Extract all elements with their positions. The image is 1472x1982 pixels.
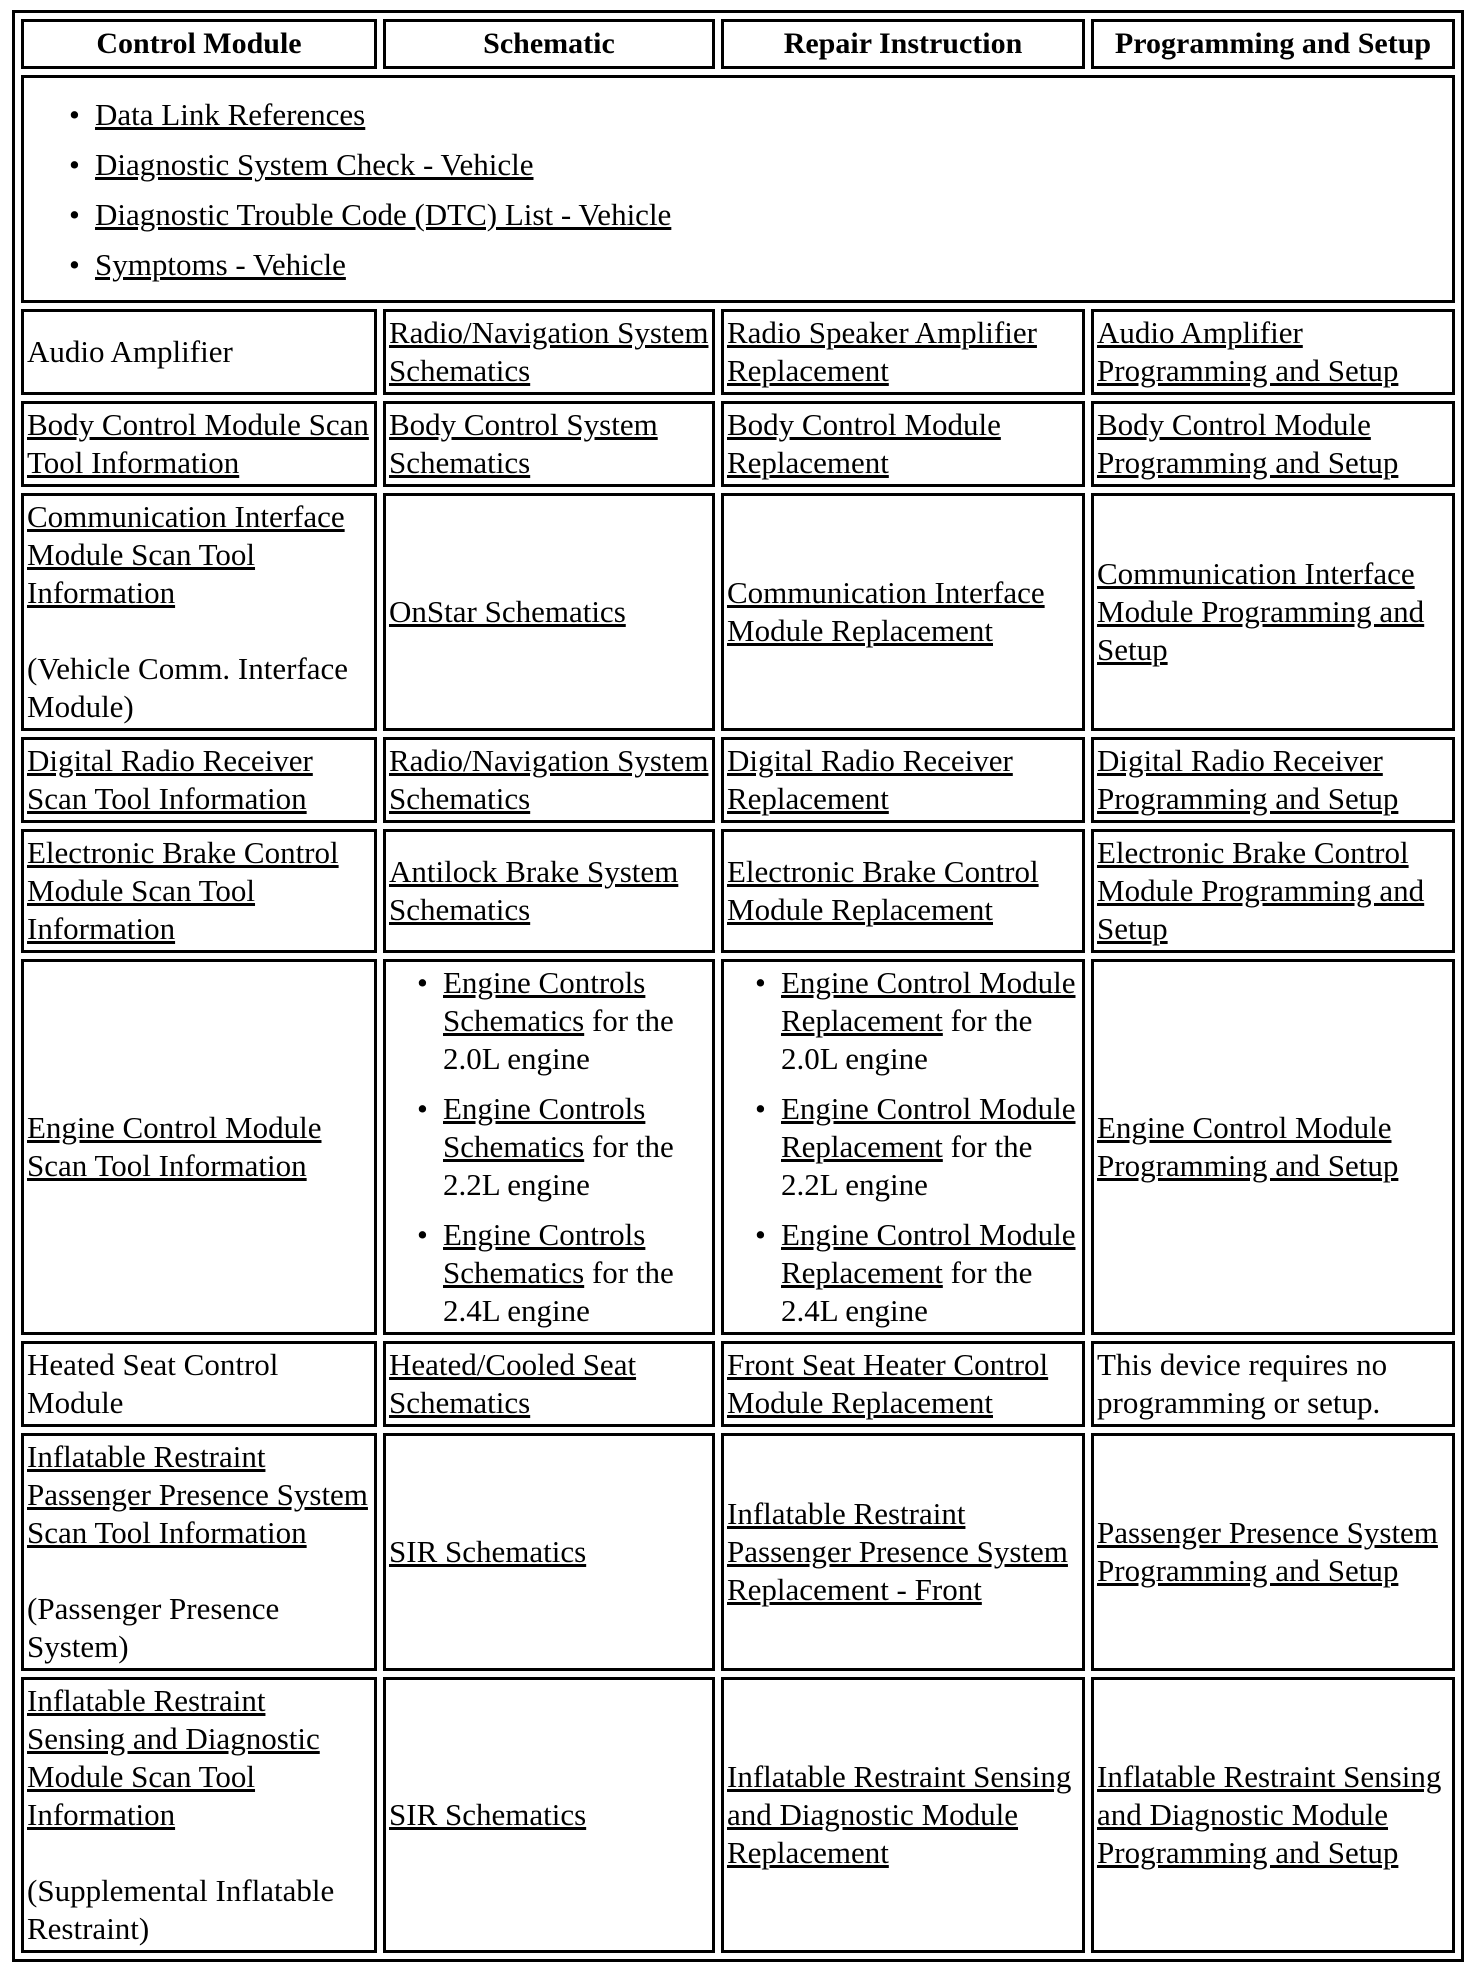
repair-link[interactable]: Communication Interface Module Replacement [727,575,1045,648]
symptoms-link[interactable]: Symptoms - Vehicle [95,247,346,282]
programming-link[interactable]: Passenger Presence System Programming and Setup [1097,1515,1438,1588]
list-item [95,90,1449,140]
module-cell: Heated Seat Control Module [21,1341,377,1427]
references-list [27,90,1449,290]
module-link[interactable]: Digital Radio Receiver Scan Tool Information [27,743,313,816]
module-cell [21,959,377,1335]
list-item [95,240,1449,290]
module-cell [21,1677,377,1953]
repair-link[interactable]: Inflatable Restraint Sensing and Diagnostic Module Replacement [727,1759,1072,1870]
programming-cell [1091,1677,1455,1953]
repair-cell [721,1341,1085,1427]
table-row [21,309,1455,395]
repair-link[interactable]: Inflatable Restraint Passenger Presence System Replacement - Front [727,1496,1068,1607]
diagnostic-system-check-link[interactable]: Diagnostic System Check - Vehicle [95,147,534,182]
repair-cell [721,1677,1085,1953]
table-row [21,1677,1455,1953]
table-row [21,493,1455,731]
repair-cell [721,493,1085,731]
table-row [21,1433,1455,1671]
module-link[interactable]: Inflatable Restraint Passenger Presence System Scan Tool Information [27,1439,368,1550]
list-item [443,964,709,1078]
programming-cell [1091,959,1455,1335]
engine-label: for the 2.2L engine [781,1129,1033,1202]
header-programming-setup: Programming and Setup [1091,19,1455,69]
engine-label: for the 2.0L engine [781,1003,1033,1076]
module-cell [21,829,377,953]
programming-link[interactable]: Engine Control Module Programming and Setup [1097,1110,1399,1183]
programming-cell [1091,493,1455,731]
engine-label: for the 2.0L engine [443,1003,674,1076]
module-link[interactable]: Engine Control Module Scan Tool Information [27,1110,322,1183]
module-link[interactable]: Body Control Module Scan Tool Information [27,407,369,480]
dtc-list-link[interactable]: Diagnostic Trouble Code (DTC) List - Vehicle [95,197,672,232]
module-link[interactable]: Electronic Brake Control Module Scan Tool Information [27,835,339,946]
header-repair-instruction: Repair Instruction [721,19,1085,69]
programming-cell [1091,737,1455,823]
repair-cell [721,401,1085,487]
programming-cell [1091,309,1455,395]
engine-label: for the 2.2L engine [443,1129,674,1202]
repair-cell [721,959,1085,1335]
list-item [95,140,1449,190]
repair-cell [721,829,1085,953]
schematic-link[interactable]: SIR Schematics [389,1534,587,1569]
schematic-link[interactable]: SIR Schematics [389,1797,587,1832]
list-item [95,190,1449,240]
schematic-cell [383,401,715,487]
control-module-table [12,10,1464,1962]
schematic-link[interactable]: Engine Controls Schematics [443,965,646,1038]
schematic-cell [383,1677,715,1953]
schematic-cell [383,829,715,953]
programming-cell: This device requires no programming or setup. [1091,1341,1455,1427]
programming-link[interactable]: Digital Radio Receiver Programming and Setup [1097,743,1399,816]
list-item [443,1090,709,1204]
table-row [21,1341,1455,1427]
repair-link[interactable]: Engine Control Module Replacement [781,1217,1076,1290]
module-note: (Passenger Presence System) [27,1591,280,1664]
repair-cell [721,309,1085,395]
engine-label: for the 2.4L engine [443,1255,674,1328]
repair-cell [721,737,1085,823]
repair-link[interactable]: Engine Control Module Replacement [781,965,1076,1038]
references-row [21,75,1455,303]
programming-cell [1091,1433,1455,1671]
programming-link[interactable]: Communication Interface Module Programming and Setup [1097,556,1425,667]
header-schematic: Schematic [383,19,715,69]
module-cell [21,737,377,823]
schematic-link[interactable]: Body Control System Schematics [389,407,658,480]
module-note: (Supplemental Inflatable Restraint) [27,1873,335,1946]
repair-link[interactable]: Front Seat Heater Control Module Replacement [727,1347,1049,1420]
programming-cell [1091,401,1455,487]
module-note: (Vehicle Comm. Interface Module) [27,651,349,724]
programming-cell [1091,829,1455,953]
header-control-module: Control Module [21,19,377,69]
schematic-cell [383,1341,715,1427]
programming-link[interactable]: Audio Amplifier Programming and Setup [1097,315,1399,388]
schematic-link[interactable]: Antilock Brake System Schematics [389,854,679,927]
module-link[interactable]: Communication Interface Module Scan Tool Information [27,499,345,610]
table-row [21,959,1455,1335]
schematic-link[interactable]: Radio/Navigation System Schematics [389,315,709,388]
references-cell [21,75,1455,303]
repair-link[interactable]: Body Control Module Replacement [727,407,1001,480]
module-cell [21,1433,377,1671]
repair-link[interactable]: Electronic Brake Control Module Replacement [727,854,1039,927]
data-link-references-link[interactable]: Data Link References [95,97,366,132]
repair-list [727,964,1079,1330]
table-row [21,401,1455,487]
schematic-link[interactable]: Radio/Navigation System Schematics [389,743,709,816]
schematic-cell [383,737,715,823]
schematic-cell [383,309,715,395]
list-item [781,1090,1079,1204]
list-item [781,1216,1079,1330]
repair-link[interactable]: Radio Speaker Amplifier Replacement [727,315,1037,388]
programming-link[interactable]: Inflatable Restraint Sensing and Diagnostic Module Programming and Setup [1097,1759,1442,1870]
repair-link[interactable]: Engine Control Module Replacement [781,1091,1076,1164]
module-link[interactable]: Inflatable Restraint Sensing and Diagnostic Module Scan Tool Information [27,1683,320,1832]
list-item [781,964,1079,1078]
list-item [443,1216,709,1330]
table-row [21,737,1455,823]
schematic-list [389,964,709,1330]
module-cell: Audio Amplifier [21,309,377,395]
module-cell [21,401,377,487]
schematic-link[interactable]: OnStar Schematics [389,594,626,629]
table-row [21,829,1455,953]
schematic-cell [383,959,715,1335]
header-row [21,19,1455,69]
module-cell [21,493,377,731]
repair-link[interactable]: Digital Radio Receiver Replacement [727,743,1013,816]
programming-link[interactable]: Electronic Brake Control Module Programming and Setup [1097,835,1425,946]
programming-link[interactable]: Body Control Module Programming and Setup [1097,407,1399,480]
repair-cell [721,1433,1085,1671]
engine-label: for the 2.4L engine [781,1255,1033,1328]
schematic-link[interactable]: Engine Controls Schematics [443,1091,646,1164]
schematic-link[interactable]: Heated/Cooled Seat Schematics [389,1347,637,1420]
schematic-link[interactable]: Engine Controls Schematics [443,1217,646,1290]
schematic-cell [383,1433,715,1671]
schematic-cell [383,493,715,731]
